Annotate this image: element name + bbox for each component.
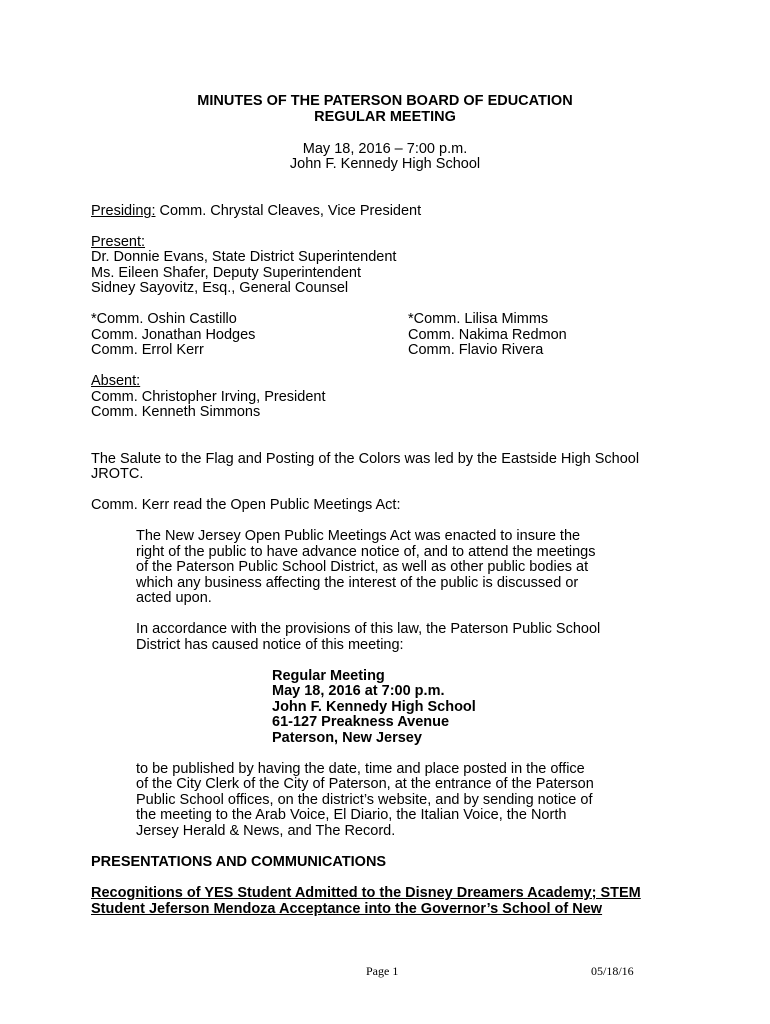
- opma-paragraph-1: acted upon.: [136, 590, 212, 606]
- notice-line: 61-127 Preakness Avenue: [272, 714, 450, 730]
- opma-paragraph-2: In accordance with the provisions of this law, the Paterson Public School: [136, 621, 601, 637]
- presiding-label: Presiding:: [91, 203, 156, 219]
- commissioner-left: Comm. Jonathan Hodges: [91, 327, 256, 343]
- page-number: Page 1: [366, 964, 399, 978]
- opma-paragraph-1: of the Paterson Public School District, as well as other public bodies at: [136, 559, 589, 575]
- presiding-line: [91, 203, 421, 219]
- section-heading: PRESENTATIONS AND COMMUNICATIONS: [91, 854, 387, 870]
- salute-text: JROTC.: [91, 466, 144, 482]
- presiding-value: Comm. Chrystal Cleaves, Vice President: [155, 203, 422, 219]
- subsection-heading: Recognitions of YES Student Admitted to the Disney Dreamers Academy; STEM: [91, 885, 641, 901]
- opma-paragraph-1: The New Jersey Open Public Meetings Act was enacted to insure the: [136, 528, 581, 544]
- meeting-location: John F. Kennedy High School: [289, 156, 481, 172]
- notice-line: Regular Meeting: [272, 668, 385, 684]
- present-staff-item: Ms. Eileen Shafer, Deputy Superintendent: [91, 265, 362, 281]
- title-line-1: MINUTES OF THE PATERSON BOARD OF EDUCATION: [197, 93, 573, 109]
- footer-date: 05/18/16: [591, 964, 634, 978]
- commissioner-right: Comm. Nakima Redmon: [408, 327, 567, 343]
- opma-paragraph-3: Jersey Herald & News, and The Record.: [136, 823, 396, 839]
- present-label: Present:: [91, 234, 145, 250]
- salute-text: The Salute to the Flag and Posting of the Colors was led by the Eastside High School: [91, 451, 640, 467]
- subsection-heading: Student Jeferson Mendoza Acceptance into the Governor’s School of New: [91, 901, 603, 917]
- opma-paragraph-3: Public School offices, on the district’s website, and by sending notice of: [136, 792, 593, 808]
- present-staff-item: Dr. Donnie Evans, State District Superintendent: [91, 249, 397, 265]
- absent-member: Comm. Christopher Irving, President: [91, 389, 326, 405]
- notice-line: John F. Kennedy High School: [272, 699, 476, 715]
- commissioner-left: Comm. Errol Kerr: [91, 342, 204, 358]
- opma-paragraph-3: the meeting to the Arab Voice, El Diario, the Italian Voice, the North: [136, 807, 567, 823]
- title-line-2: REGULAR MEETING: [314, 109, 456, 125]
- commissioner-right: Comm. Flavio Rivera: [408, 342, 544, 358]
- commissioner-left: *Comm. Oshin Castillo: [91, 311, 237, 327]
- present-staff-item: Sidney Sayovitz, Esq., General Counsel: [91, 280, 349, 296]
- notice-line: May 18, 2016 at 7:00 p.m.: [272, 683, 445, 699]
- opma-intro: Comm. Kerr read the Open Public Meetings Act:: [91, 497, 401, 513]
- notice-line: Paterson, New Jersey: [272, 730, 422, 746]
- absent-member: Comm. Kenneth Simmons: [91, 404, 261, 420]
- opma-paragraph-1: which any business affecting the interest of the public is discussed or: [136, 575, 579, 591]
- opma-paragraph-2: District has caused notice of this meeting:: [136, 637, 404, 653]
- opma-paragraph-3: to be published by having the date, time and place posted in the office: [136, 761, 585, 777]
- absent-label: Absent:: [91, 373, 141, 389]
- opma-paragraph-3: of the City Clerk of the City of Paterson, at the entrance of the Paterson: [136, 776, 594, 792]
- meeting-date: May 18, 2016 – 7:00 p.m.: [302, 141, 468, 157]
- commissioner-right: *Comm. Lilisa Mimms: [408, 311, 549, 327]
- opma-paragraph-1: right of the public to have advance notice of, and to attend the meetings: [136, 544, 596, 560]
